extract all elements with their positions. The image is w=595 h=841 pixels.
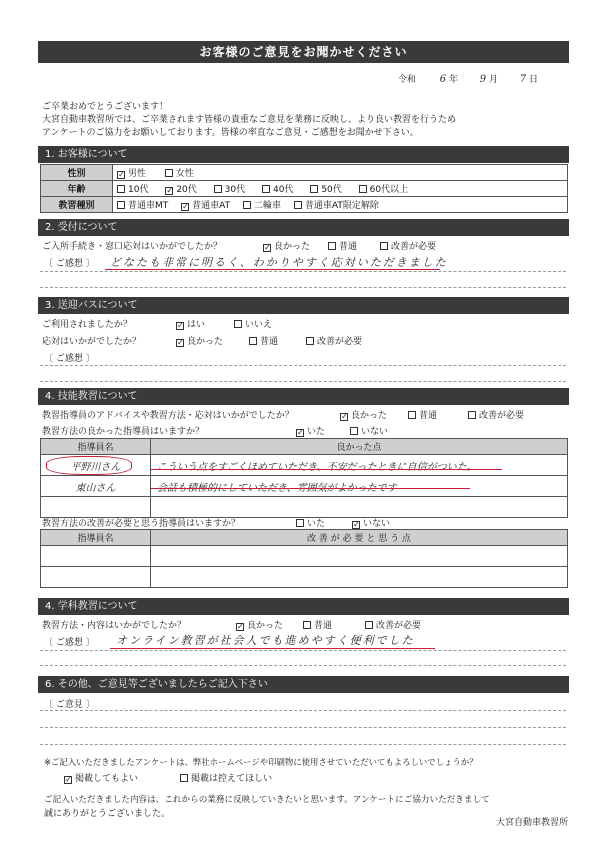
good-instructor-table — [40, 438, 568, 518]
checkbox-icon[interactable] — [294, 201, 302, 209]
checkbox-icon[interactable] — [306, 337, 314, 345]
section-5-header: 4. 学科教習について — [38, 598, 569, 615]
day-unit: 日 — [529, 75, 539, 85]
instructor-option[interactable]: 改善が必要 — [468, 408, 524, 421]
improve-instructor-option[interactable]: ✓ いない — [353, 519, 391, 529]
instructor-name: 平野川さん — [41, 455, 151, 476]
reception-option[interactable]: 改善が必要 — [380, 239, 436, 252]
month-unit: 月 — [489, 75, 499, 85]
date-month: 9 — [479, 74, 487, 85]
checkbox-checked-icon[interactable]: ✓ — [177, 321, 184, 330]
checkbox-icon[interactable] — [262, 185, 270, 193]
section-4-header: 4. 技能教習について — [38, 388, 569, 405]
section-6-header: 6. その他、ご意見等ございましたらご記入下さい — [38, 676, 569, 693]
course-option[interactable]: 普通車AT限定解除 — [294, 201, 379, 211]
improve-instructor-option[interactable]: いた — [296, 516, 325, 529]
customer-info-table — [40, 164, 568, 213]
school-signature: 大宮自動車教習所 — [495, 818, 568, 828]
divider — [40, 287, 566, 288]
checkbox-checked-icon[interactable]: ✓ — [118, 170, 125, 179]
instructor-note: 会話も積極的にしていただき、雰囲気がよかったです — [151, 476, 568, 497]
checkbox-icon[interactable] — [408, 411, 416, 419]
instructor-option[interactable]: 普通 — [408, 408, 437, 421]
bus-service-option[interactable]: ✓ 良かった — [177, 337, 224, 347]
divider — [40, 665, 566, 666]
publish-option[interactable]: ✓ 掲載してもよい — [65, 774, 139, 784]
checkbox-icon[interactable] — [359, 185, 367, 193]
checkbox-icon[interactable] — [180, 774, 188, 782]
checkbox-icon[interactable] — [350, 427, 358, 435]
lecture-question: 教習方法・内容はいかがでしたか？ — [42, 621, 187, 631]
divider — [40, 650, 566, 651]
highlight-underline — [110, 648, 435, 649]
checkbox-icon[interactable] — [310, 185, 318, 193]
instructor-note: こういう点をすごくほめていただき、不安だったときに自信がついた。 — [151, 455, 568, 476]
table-row — [41, 476, 568, 497]
checkbox-checked-icon[interactable]: ✓ — [353, 520, 360, 529]
intro-line-1: ご卒業おめでとうございます！ — [42, 102, 169, 112]
comment-label: 〔 ご感想 〕 — [44, 354, 95, 364]
age-option[interactable]: 60代以上 — [359, 185, 408, 195]
checkbox-icon[interactable] — [365, 621, 373, 629]
highlight-underline — [150, 469, 502, 470]
gender-option[interactable]: 女性 — [165, 169, 194, 179]
good-instructor-question: 教習方法の良かった指導員はいますか？ — [42, 427, 205, 437]
bus-use-option[interactable]: ✓ はい — [177, 320, 206, 330]
intro-line-3: アンケートのご協力をお願いしております。皆様の率直なご意見・ご感想をお聞かせ下さい。 — [42, 128, 419, 138]
age-option[interactable]: 10代 — [117, 185, 148, 195]
highlight-circle — [46, 456, 132, 475]
instructor-name: 東山さん — [41, 476, 151, 497]
divider — [40, 710, 566, 711]
publish-option[interactable]: 掲載は控えてほしい — [180, 771, 272, 784]
reception-comment: どなたも非常に明るく、わかりやすく応対いただきました — [110, 256, 448, 269]
thanks-line-2: 誠にありがとうございました。 — [44, 809, 171, 819]
lecture-option[interactable]: 普通 — [303, 618, 332, 631]
checkbox-icon[interactable] — [468, 411, 476, 419]
divider — [40, 381, 566, 382]
reception-option[interactable]: ✓ 良かった — [264, 242, 311, 252]
checkbox-icon[interactable] — [117, 185, 125, 193]
instructor-option[interactable]: ✓ 良かった — [341, 411, 388, 421]
gender-options — [113, 165, 568, 181]
era-label: 令和 — [398, 75, 417, 85]
age-option[interactable]: 50代 — [310, 185, 341, 195]
survey-title: お客様のご意見をお聞かせください — [38, 41, 569, 63]
age-options — [113, 181, 568, 197]
comment-label: 〔 ご感想 〕 — [44, 638, 95, 648]
reception-option[interactable]: 普通 — [328, 239, 357, 252]
date-day: 7 — [519, 74, 527, 85]
course-option[interactable]: ✓ 普通車AT — [182, 201, 231, 211]
checkbox-icon[interactable] — [234, 320, 242, 328]
age-label: 年齢 — [41, 181, 113, 197]
course-option[interactable]: 普通車MT — [117, 201, 168, 211]
table-header: 指導員名 — [41, 439, 151, 455]
checkbox-checked-icon[interactable]: ✓ — [341, 412, 348, 421]
checkbox-icon[interactable] — [117, 201, 125, 209]
section-3-header: 3. 送迎バスについて — [38, 297, 569, 314]
gender-label: 性別 — [41, 165, 113, 181]
lecture-option[interactable]: 改善が必要 — [365, 618, 421, 631]
course-option[interactable]: 二輪車 — [243, 201, 281, 211]
age-option[interactable]: 30代 — [214, 185, 245, 195]
bus-service-option[interactable]: 改善が必要 — [306, 334, 362, 347]
highlight-underline — [105, 269, 440, 270]
divider — [40, 271, 566, 272]
divider — [40, 727, 566, 728]
checkbox-checked-icon[interactable]: ✓ — [182, 202, 189, 211]
good-instructor-option[interactable]: ✓ いた — [297, 427, 326, 437]
checkbox-icon[interactable] — [328, 242, 336, 250]
comment-label: 〔 ご感想 〕 — [44, 259, 95, 269]
checkbox-checked-icon[interactable]: ✓ — [297, 428, 304, 437]
highlight-underline — [150, 488, 470, 489]
table-row — [41, 497, 568, 518]
checkbox-checked-icon[interactable]: ✓ — [65, 775, 72, 784]
age-option[interactable]: 40代 — [262, 185, 293, 195]
bus-use-option[interactable]: いいえ — [234, 317, 272, 330]
age-option[interactable]: ✓ 20代 — [166, 185, 197, 195]
bus-service-question: 応対はいかがでしたか？ — [42, 337, 142, 347]
good-instructor-option[interactable]: いない — [350, 424, 388, 437]
lecture-option[interactable]: ✓ 良かった — [237, 621, 284, 631]
checkbox-icon[interactable] — [303, 621, 311, 629]
checkbox-checked-icon[interactable]: ✓ — [264, 243, 271, 252]
lecture-comment: オンライン教習が社会人でも進めやすく便利でした — [116, 634, 415, 647]
bus-use-question: ご利用されましたか？ — [42, 320, 133, 330]
table-row — [41, 546, 568, 567]
divider — [40, 744, 566, 745]
opinion-label: 〔 ご意見 〕 — [44, 700, 95, 710]
divider — [40, 365, 566, 366]
course-label: 教習種別 — [41, 197, 113, 213]
improve-instructor-question: 教習方法の改善が必要と思う指導員はいますか？ — [42, 519, 241, 529]
checkbox-icon[interactable] — [249, 337, 257, 345]
checkbox-icon[interactable] — [165, 169, 173, 177]
checkbox-icon[interactable] — [214, 185, 222, 193]
section-1-header: 1. お客様について — [38, 146, 569, 163]
reception-question: ご入所手続き・窓口応対はいかがでしたか？ — [42, 242, 223, 252]
year-unit: 年 — [449, 75, 459, 85]
intro-line-2: 大宮自動車教習所では、ご卒業されます皆様の貴重なご意見を業務に反映し、より良い教習を行うため — [42, 115, 457, 125]
gender-option[interactable]: ✓ 男性 — [118, 169, 147, 179]
checkbox-checked-icon[interactable]: ✓ — [177, 338, 184, 347]
table-row — [41, 567, 568, 588]
date-year: 6 — [439, 74, 447, 85]
bus-service-option[interactable]: 普通 — [249, 334, 278, 347]
improve-instructor-table — [40, 529, 568, 588]
table-header: 良かった点 — [151, 439, 568, 455]
table-header: 改 善 が 必 要 と 思 う 点 — [151, 530, 568, 546]
publish-question: ※ご記入いただきましたアンケートは、弊社ホームページや印刷物に使用させていただいてもよろしいでしょうか？ — [44, 757, 478, 767]
course-options — [113, 197, 568, 213]
checkbox-icon[interactable] — [296, 519, 304, 527]
section-2-header: 2. 受付について — [38, 219, 569, 236]
table-header: 指導員名 — [41, 530, 151, 546]
date-row — [398, 72, 568, 85]
thanks-line-1: ご記入いただきました内容は、これからの業務に反映していきたいと思います。アンケートにご協力いただきまして — [44, 795, 490, 805]
instructor-question: 教習指導員のアドバイスや教習方法・応対はいかがでしたか？ — [42, 411, 294, 421]
checkbox-checked-icon[interactable]: ✓ — [166, 186, 174, 195]
checkbox-icon[interactable] — [380, 242, 388, 250]
checkbox-icon[interactable] — [243, 201, 251, 209]
checkbox-checked-icon[interactable]: ✓ — [237, 622, 244, 631]
